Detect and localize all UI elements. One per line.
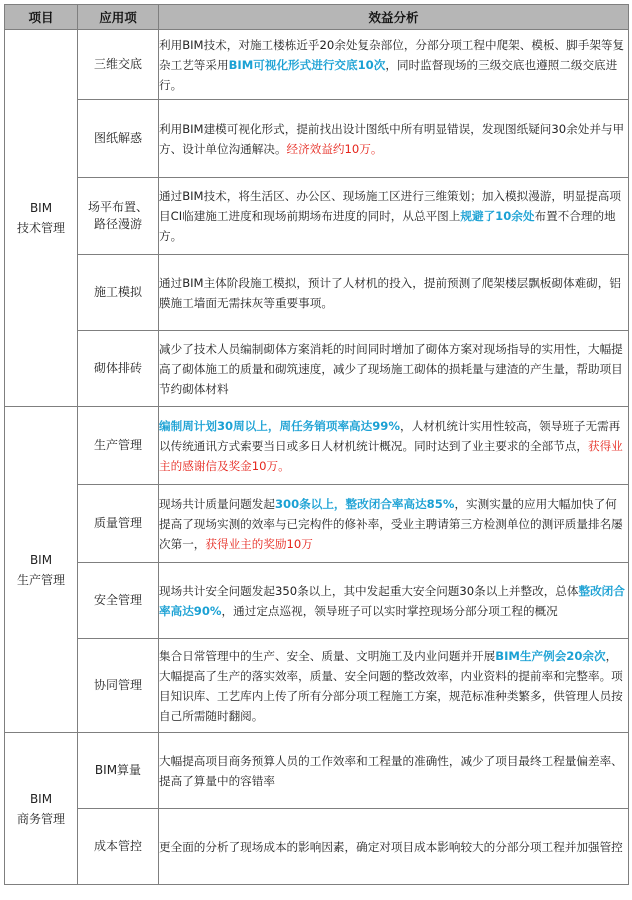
application-cell: 成本管控: [78, 809, 159, 885]
benefit-text: 利用BIM建模可视化形式，提前找出设计图纸中所有明显错误，发现图纸疑问30余处并与甲方、设计单位沟通解决。: [159, 121, 625, 156]
table-row: [5, 485, 629, 563]
benefit-highlight-red: 经济效益约10万。: [286, 141, 383, 156]
benefit-text: 大幅提高项目商务预算人员的工作效率和工程量的准确性，减少了项目最终工程量偏差率、提高了算量中的容错率: [159, 753, 623, 788]
header-application: 应用项: [78, 5, 159, 30]
benefit-text: ，大幅提高了生产的落实效率，质量、安全问题的整改效率，内业资料的提前率和完整率。项目知识库、工艺库内上传了所有分部分项工程施工方案，规范标准种类繁多，供管理人员按自己所需随时翻阅。: [159, 648, 623, 723]
benefit-highlight: BIM生产例会20余次: [495, 648, 606, 663]
category-cell: [5, 407, 78, 733]
application-cell: 砌体排砖: [78, 331, 159, 407]
header-benefit-analysis: 效益分析: [159, 5, 629, 30]
application-cell: [78, 178, 159, 255]
category-line: 生产管理: [16, 572, 65, 587]
benefit-cell: [159, 178, 629, 255]
benefit-cell: [159, 809, 629, 885]
table-row: [5, 809, 629, 885]
benefit-text: 现场共计质量问题发起: [159, 496, 275, 511]
benefit-cell: [159, 485, 629, 563]
application-cell: 安全管理: [78, 563, 159, 639]
benefit-highlight: 整改闭合率高达90%: [159, 583, 625, 618]
category-line: BIM: [29, 552, 53, 567]
benefit-text: ，通过定点巡视，领导班子可以实时掌控现场分部分项工程的概况: [221, 603, 558, 618]
benefit-cell: [159, 255, 629, 331]
category-cell: [5, 30, 78, 407]
benefit-text: 布置不合理的地方。: [159, 209, 616, 243]
table-row: [5, 30, 629, 100]
application-cell: 生产管理: [78, 407, 159, 485]
benefit-text: 现场共计安全问题发起350条以上，其中发起重大安全问题30条以上并整改，总体: [159, 583, 579, 598]
table-row: [5, 178, 629, 255]
category-line: BIM: [29, 201, 53, 215]
bim-benefit-table: [4, 4, 629, 885]
application-cell: BIM算量: [78, 733, 159, 809]
table-row: [5, 331, 629, 407]
benefit-cell: [159, 639, 629, 733]
table-row: [5, 255, 629, 331]
benefit-highlight-red: 获得业主的奖励10万: [205, 536, 313, 551]
table-row: [5, 639, 629, 733]
benefit-cell: [159, 30, 629, 100]
table-row: [5, 563, 629, 639]
benefit-text: 减少了技术人员编制砌体方案消耗的时间同时增加了砌体方案对现场指导的实用性，大幅提高了砌体施工的质量和砌筑速度，减少了现场施工砌体的损耗量与建渣的产生量，帮助项目节约砌体材料: [159, 341, 623, 396]
benefit-highlight: 300条以上，整改闭合率高达85%: [274, 496, 455, 511]
benefit-text: 利用BIM技术，对施工楼栋近乎20余处复杂部位，分部分项工程中爬架、模板、脚手架等复杂工艺等采用: [159, 37, 625, 72]
category-line: 商务管理: [16, 811, 65, 826]
table-row: [5, 100, 629, 178]
benefit-text: 通过BIM主体阶段施工模拟，预计了人材机的投入，提前预测了爬架楼层飘板砌体难砌，铝膜施工墙面无需抹灰等重要事项。: [159, 275, 621, 310]
table-row: [5, 407, 629, 485]
category-line: BIM: [29, 791, 53, 806]
application-cell: 图纸解惑: [78, 100, 159, 178]
application-cell: 三维交底: [78, 30, 159, 100]
header-row: [5, 5, 629, 30]
benefit-text: ，同时监督现场的三级交底也遵照二级交底进行。: [159, 57, 618, 92]
benefit-text: ，人材机统计实用性较高，领导班子无需再以传统通讯方式索要当日或多日人材机统计概况。同时达到了业主要求的全部节点，: [159, 418, 621, 453]
benefit-highlight: 规避了10余处: [460, 209, 535, 223]
benefit-cell: [159, 407, 629, 485]
application-line: 场平布置、: [87, 200, 148, 214]
benefit-highlight-red: 获得业主的感谢信及奖金10万。: [159, 438, 623, 473]
application-cell: 协同管理: [78, 639, 159, 733]
benefit-cell: [159, 563, 629, 639]
benefit-text: ，实测实量的应用大幅加快了何提高了现场实测的效率与已完构件的修补率，受业主聘请第三方检测单位的测评质量排名屡次第一，: [159, 496, 623, 551]
benefit-cell: [159, 733, 629, 809]
application-cell: 施工模拟: [78, 255, 159, 331]
benefit-text: 集合日常管理中的生产、安全、质量、文明施工及内业问题并开展: [159, 648, 496, 663]
benefit-cell: [159, 100, 629, 178]
category-line: 技术管理: [16, 221, 65, 235]
benefit-text: 更全面的分析了现场成本的影响因素，确定对项目成本影响较大的分部分项工程并加强管控: [159, 839, 623, 854]
category-cell: [5, 733, 78, 885]
application-line: 路径漫游: [93, 217, 142, 231]
application-cell: 质量管理: [78, 485, 159, 563]
header-project: 项目: [5, 5, 78, 30]
benefit-cell: [159, 331, 629, 407]
table-row: [5, 733, 629, 809]
benefit-highlight: 编制周计划30周以上，周任务销项率高达99%: [159, 418, 400, 433]
benefit-highlight: BIM可视化形式进行交底10次: [228, 57, 386, 72]
benefit-text: 通过BIM技术，将生活区、办公区、现场施工区进行三维策划；加入模拟漫游，明显提高项目CI临建施工进度和现场前期场布进度的同时，从总平图上: [159, 189, 621, 223]
